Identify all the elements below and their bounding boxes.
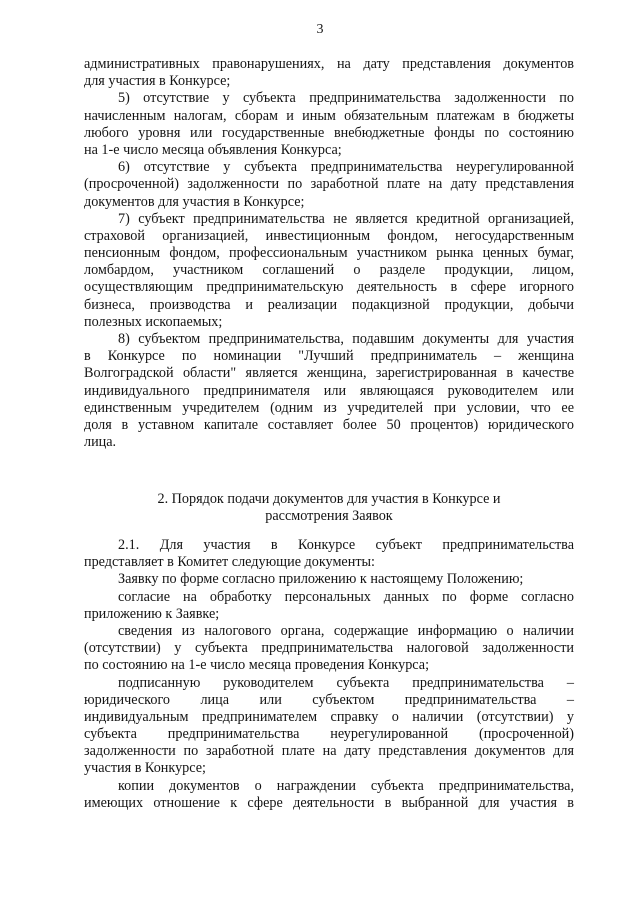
text-line: единственным учредителем (одним из учредителей при условии, что ее (84, 399, 574, 416)
text-line: осуществляющим предпринимательскую деятельность в сфере игорного (84, 279, 574, 296)
text-line: административных правонарушениях, на дату представления документов (84, 56, 574, 72)
text-line: любого уровня или государственные внебюджетные фонды по состоянию (84, 124, 574, 141)
text-line: 5) отсутствие у субъекта предпринимательства задолженности по (118, 90, 574, 107)
text-line: полезных ископаемых; (84, 313, 223, 330)
text-line: бизнеса, производства и реализации подакцизной продукции, добычи (84, 296, 574, 313)
text-line: документов для участия в Конкурсе; (84, 193, 305, 210)
text-line: для участия в Конкурсе; (84, 73, 231, 90)
text-line: начисленным налогам, сборам и иным обязательным платежам в бюджеты (84, 107, 574, 124)
text-line: лица. (84, 434, 117, 451)
text-line: представляет в Комитет следующие документы: (84, 554, 375, 571)
text-line: субъекта предпринимательства неурегулированной (просроченной) (84, 726, 574, 743)
text-line: Заявку по форме согласно приложению к настоящему Положению; (118, 571, 524, 588)
text-line: индивидуального предпринимателя или являющаяся руководителем или (84, 382, 574, 399)
text-line: 8) субъектом предпринимательства, подавшим документы для участия (118, 331, 574, 347)
text-line: ломбардом, участником соглашений о разделе продукции, лицом, (84, 262, 574, 279)
text-line: сведения из налогового органа, содержащие информацию о наличии (118, 622, 574, 639)
text-line: 6) отсутствие у субъекта предпринимательства неурегулированной (118, 159, 574, 176)
text-line: в Конкурсе по номинации "Лучший предприниматель – женщина (84, 348, 574, 365)
text-line: страховой организацией, инвестиционным фондом, негосударственным (84, 227, 574, 244)
section-heading (84, 491, 574, 525)
text-block (84, 56, 574, 451)
text-line: юридического лица или субъектом предпринимательства – (84, 691, 574, 708)
text-line: (отсутствии) у субъекта предпринимательства налоговой задолженности (84, 640, 574, 657)
text-line: подписанную руководителем субъекта предпринимательства – (118, 674, 574, 691)
text-line: участия в Конкурсе; (84, 760, 206, 777)
text-line: имеющих отношение к сфере деятельности в выбранной для участия в (84, 794, 574, 811)
text-line: по состоянию на 1-е число месяца проведения Конкурса; (84, 657, 430, 674)
text-line: доля в уставном капитале составляет более 50 процентов) юридического (84, 416, 574, 433)
heading-line: рассмотрения Заявок (265, 508, 393, 525)
text-line: приложению к Заявке; (84, 605, 220, 622)
text-block (84, 537, 574, 812)
text-line: копии документов о награждении субъекта предпринимательства, (118, 777, 574, 794)
text-line: индивидуальным предпринимателем справку о наличии (отсутствии) у (84, 708, 574, 725)
text-line: задолженности по заработной плате на дату представления документов для (84, 743, 574, 760)
text-line: согласие на обработку персональных данных по форме согласно (118, 588, 574, 605)
text-line: (просроченной) задолженности по заработной плате на дату представления (84, 176, 574, 193)
text-line: 2.1. Для участия в Конкурсе субъект предпринимательства (118, 537, 574, 553)
page-number: 3 (316, 22, 324, 37)
text-line: на 1-е число месяца объявления Конкурса; (84, 141, 342, 158)
text-line: 7) субъект предпринимательства не является кредитной организацией, (118, 210, 574, 227)
text-line: Волгоградской области" является женщина, зарегистрированная в качестве (84, 365, 574, 382)
text-line: пенсионным фондом, профессиональным участником рынка ценных бумаг, (84, 245, 574, 262)
heading-line: 2. Порядок подачи документов для участия в Конкурсе и (157, 491, 501, 507)
